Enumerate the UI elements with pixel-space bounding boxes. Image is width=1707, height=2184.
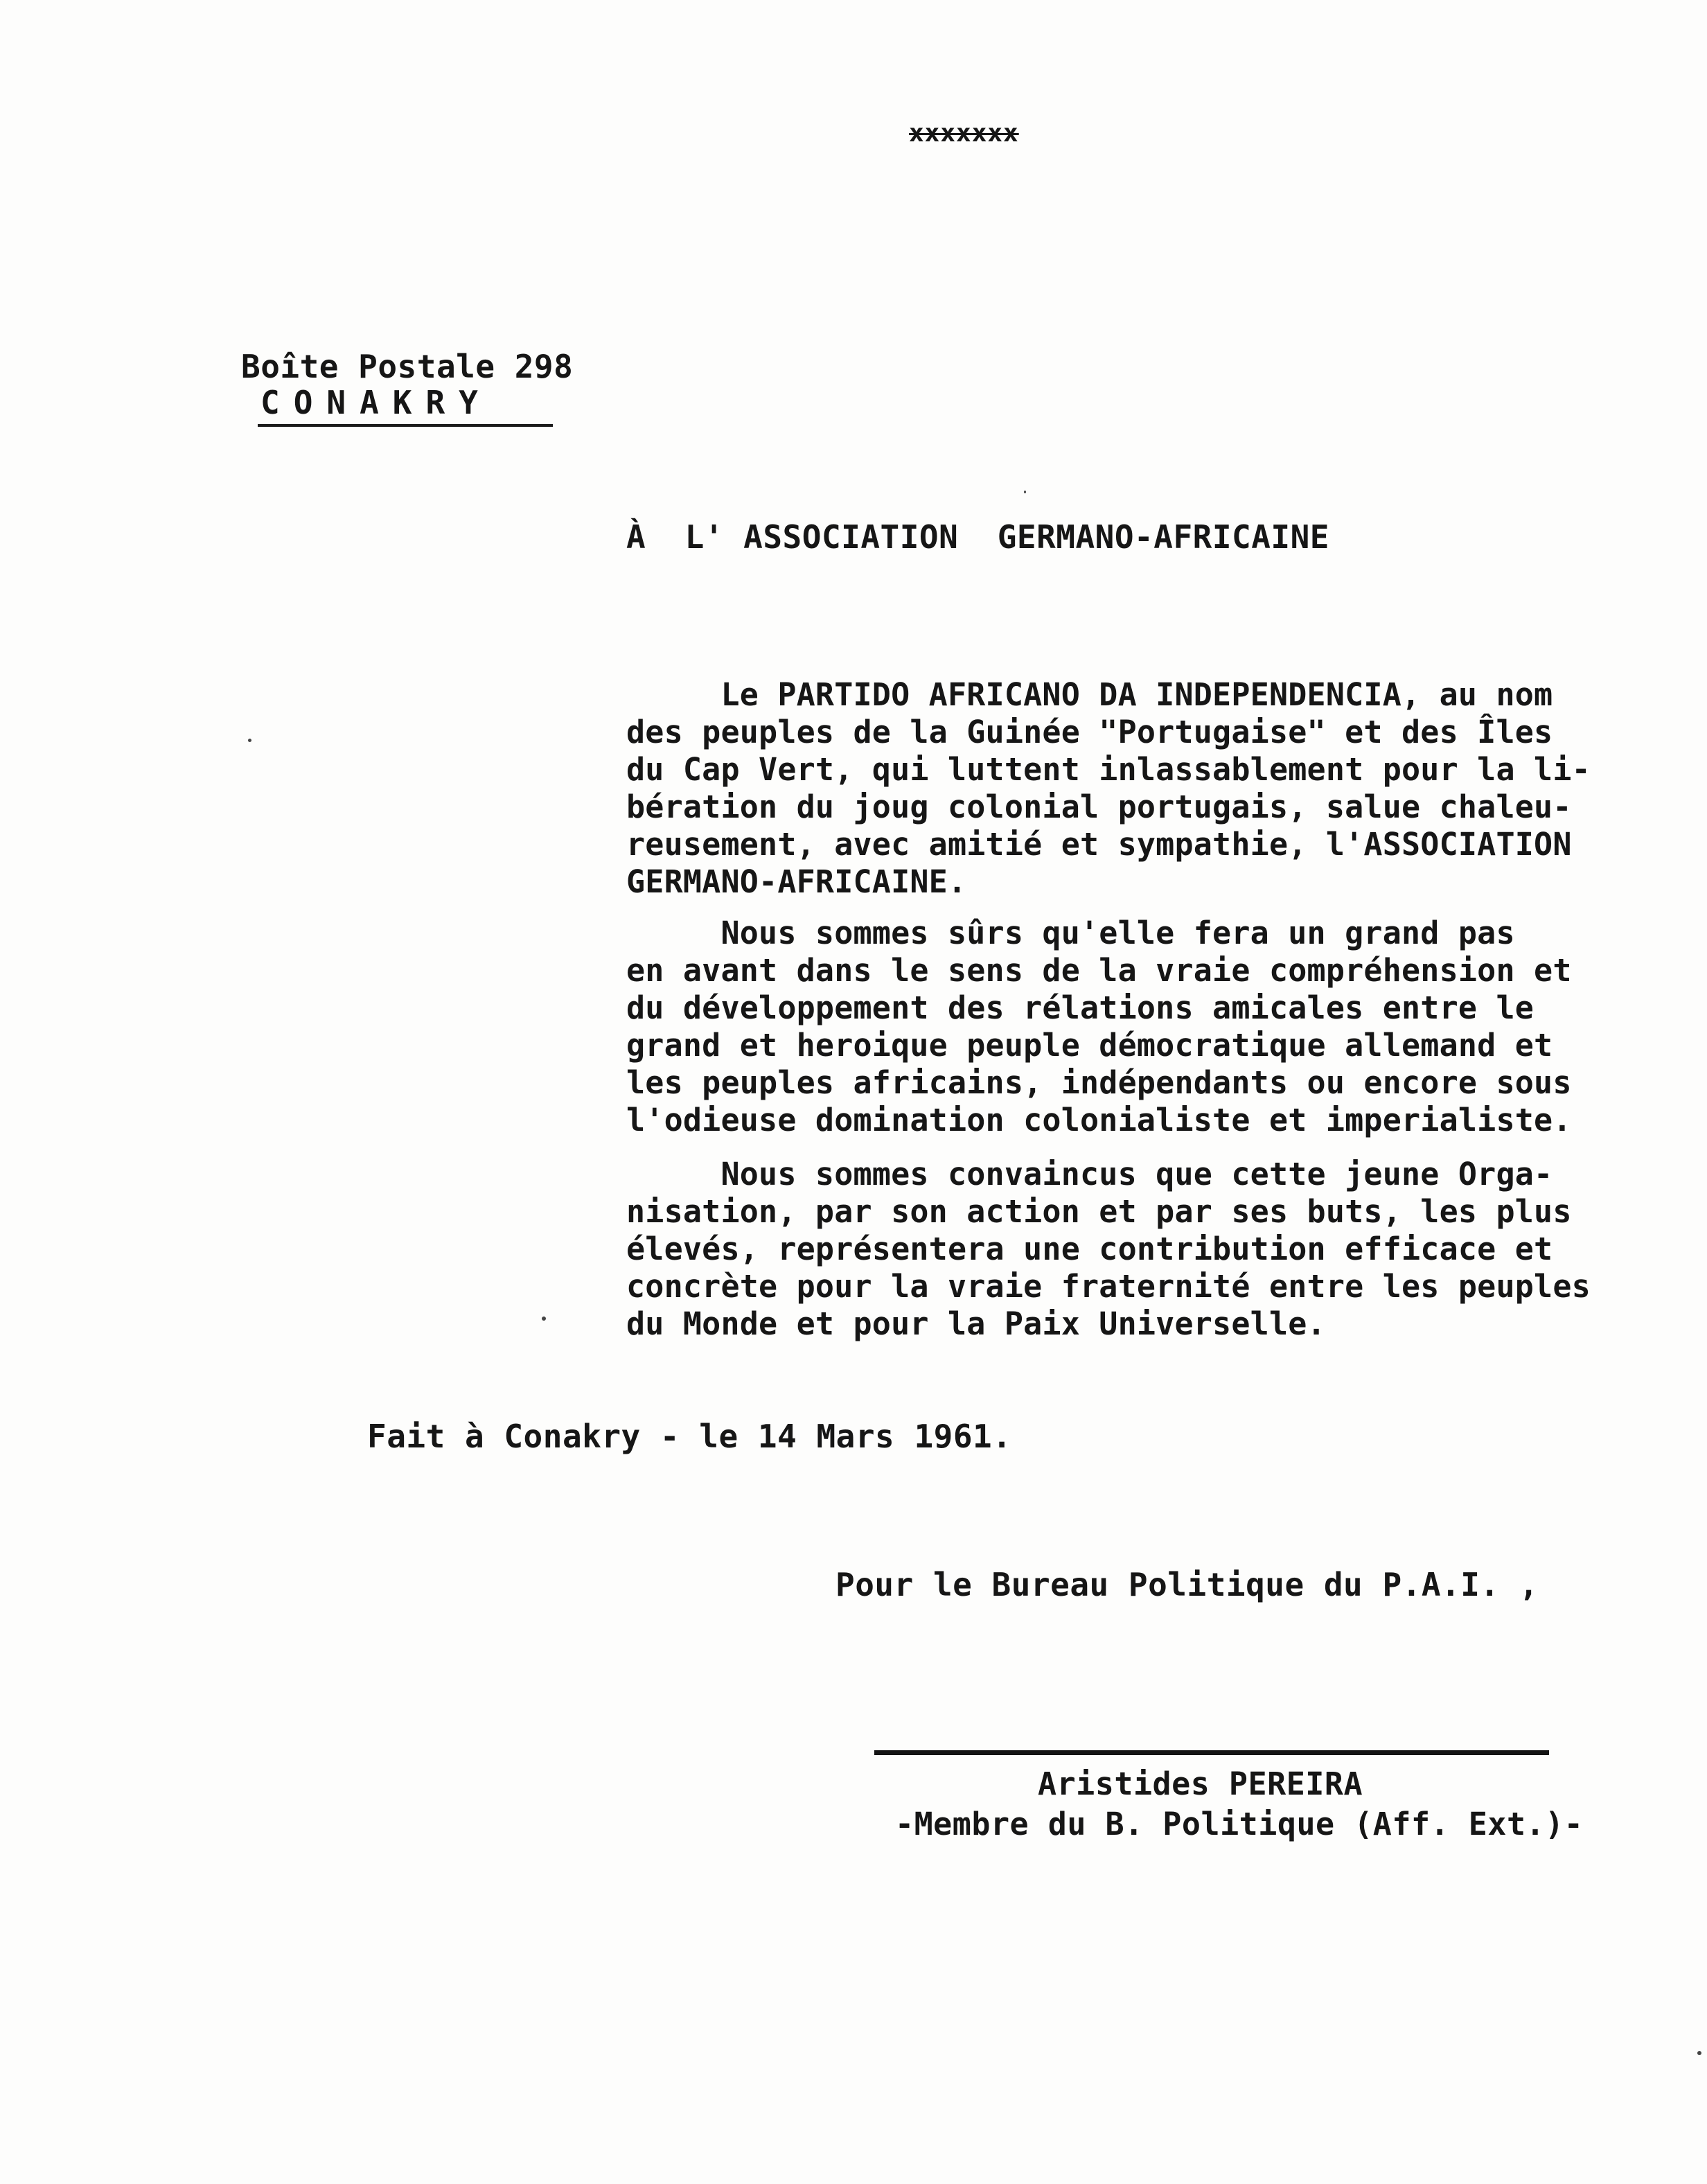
signature-line: [874, 1750, 1549, 1755]
paper-speck: [542, 1316, 546, 1321]
signer-title: -Membre du B. Politique (Aff. Ext.)-: [895, 1806, 1584, 1842]
header-mark: xxxxxxx: [909, 119, 1019, 148]
city-underline: [258, 424, 553, 427]
paper-speck: [1024, 491, 1026, 493]
body-paragraph-2: Nous sommes sûrs qu'elle fera un grand pas en avant dans le sens de la vraie compréhension et du développement des rélations amicales entre le grand et heroique peuple démocratique allemand et les peuples africains, indépendants ou encore sous l'odieuse domination colonialiste et imperialiste.: [626, 915, 1572, 1138]
date-line: Fait à Conakry - le 14 Mars 1961.: [367, 1418, 1012, 1455]
body-paragraph-3: Nous sommes convaincus que cette jeune Orga- nisation, par son action et par ses buts, les plus élevés, représentera une contribution efficace et concrète pour la vraie fraternité entre les peuples du Monde et pour la Paix Universelle.: [626, 1156, 1591, 1342]
sender-box: Boîte Postale 298: [241, 348, 574, 385]
addressee-heading: À L' ASSOCIATION GERMANO-AFRICAINE: [626, 518, 1329, 556]
bureau-line: Pour le Bureau Politique du P.A.I. ,: [835, 1566, 1539, 1603]
sender-city: CONAKRY: [260, 384, 492, 421]
paper-speck: [1697, 2051, 1701, 2055]
paper-speck: [248, 739, 251, 742]
body-paragraph-1: Le PARTIDO AFRICANO DA INDEPENDENCIA, au nom des peuples de la Guinée "Portugaise" et des Îles du Cap Vert, qui luttent inlassablement pour la li- bération du joug colonial portugais, salue chaleu- reusement, avec amitié et sympathie, l'ASSOCIATION GERMANO-AFRICAINE.: [626, 676, 1591, 900]
signer-name: Aristides PEREIRA: [1038, 1765, 1363, 1802]
